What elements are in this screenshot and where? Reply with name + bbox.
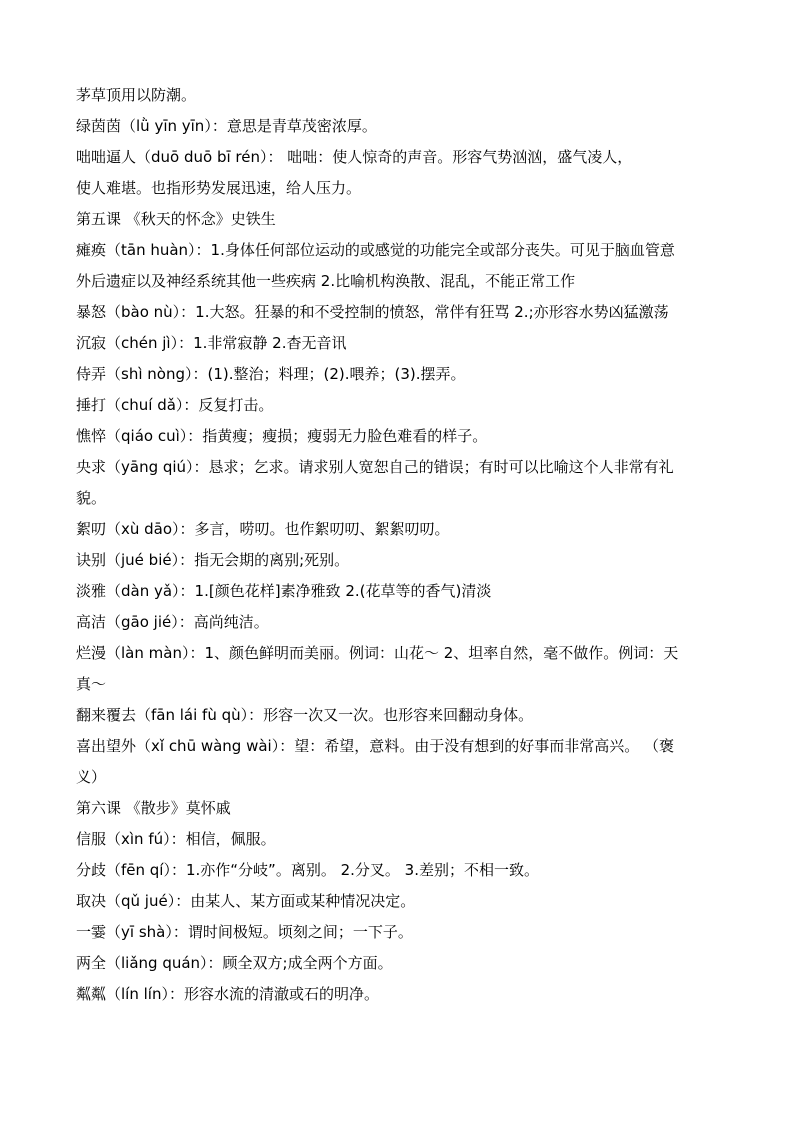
text-line: 外后遗症以及神经系统其他一些疾病 2.比喻机构涣散、混乱，不能正常工作 [76,272,576,290]
vocab-entry-tanhuan: 瘫痪（tān huàn）：1.身体任何部位运动的或感觉的功能完全或部分丧失。可见于脑血管意 [76,241,675,259]
vocab-entry-lanman: 烂漫（làn màn）：1、颜色鲜明而美丽。例词：山花～ 2、坦率自然，毫不做作。例词：天 [76,644,679,662]
vocab-entry-gaojie: 高洁（gāo jié）：高尚纯洁。 [76,613,269,631]
document-page [76,80,724,1010]
vocab-entry-xinfu: 信服（xìn fú）：相信，佩服。 [76,830,276,848]
vocab-entry-juebie: 诀别（jué bié）：指无会期的离别;死别。 [76,551,350,569]
vocab-entry-fanlaifuqu: 翻来覆去（fān lái fù qù）：形容一次又一次。也形容来回翻动身体。 [76,706,534,724]
vocab-entry-shinong: 侍弄（shì nòng）：(1).整治；料理；(2).喂养；(3).摆弄。 [76,365,466,383]
vocab-entry-baonu: 暴怒（bào nù）：1.大怒。狂暴的和不受控制的愤怒，常伴有狂骂 2.;亦形容水势凶猛激荡 [76,303,669,321]
text-line: 貌。 [76,489,107,507]
vocab-entry-qiaocui: 憔悴（qiáo cuì）：指黄瘦；瘦损；瘦弱无力脸色难看的样子。 [76,427,488,445]
vocab-entry-fenqi: 分歧（fēn qí）：1.亦作“分岐”。离别。 2.分叉。 3.差别；不相一致。 [76,861,539,879]
text-line: 真～ [76,675,107,693]
vocab-entry-xichuwangwai: 喜出望外（xǐ chū wàng wài）：望：希望，意料。由于没有想到的好事而非常高兴。 （褒 [76,737,674,755]
vocab-entry-chenji: 沉寂（chén jì）：1.非常寂静 2.杳无音讯 [76,334,347,352]
vocab-entry-linlin: 粼粼（lín lín）：形容水流的清澈或石的明净。 [76,985,379,1003]
lesson-heading-6: 第六课 《散步》莫怀戚 [76,799,231,817]
vocab-entry-qujue: 取决（qǔ jué）：由某人、某方面或某种情况决定。 [76,892,416,910]
vocab-entry-xudao: 絮叨（xù dāo）：多言，唠叨。也作絮叨叨、絮絮叨叨。 [76,520,450,538]
text-line: 使人难堪。也指形势发展迅速，给人压力。 [76,179,362,197]
vocab-entry-danya: 淡雅（dàn yǎ）：1.[颜色花样]素净雅致 2.(花草等的香气)清淡 [76,582,492,600]
vocab-entry-yisha: 一霎（yī shà）：谓时间极短。顷刻之间；一下子。 [76,923,413,941]
lesson-heading-5: 第五课 《秋天的怀念》史铁生 [76,210,276,228]
vocab-entry-lvyinyin: 绿茵茵（lǜ yīn yīn）：意思是青草茂密浓厚。 [76,117,377,135]
vocab-entry-chuida: 捶打（chuí dǎ）：反复打击。 [76,396,274,414]
text-line: 茅草顶用以防潮。 [76,86,197,104]
vocab-entry-liangquan: 两全（liǎng quán）：顾全双方;成全两个方面。 [76,954,393,972]
vocab-entry-yangqiu: 央求（yāng qiú）：恳求；乞求。请求别人宽恕自己的错误；有时可以比喻这个人非常有礼 [76,458,674,476]
text-line: 义） [76,768,107,786]
vocab-entry-duoduobiren: 咄咄逼人（duō duō bī rén）： 咄咄：使人惊奇的声音。形容气势汹汹，盛气凌人， [76,148,633,166]
